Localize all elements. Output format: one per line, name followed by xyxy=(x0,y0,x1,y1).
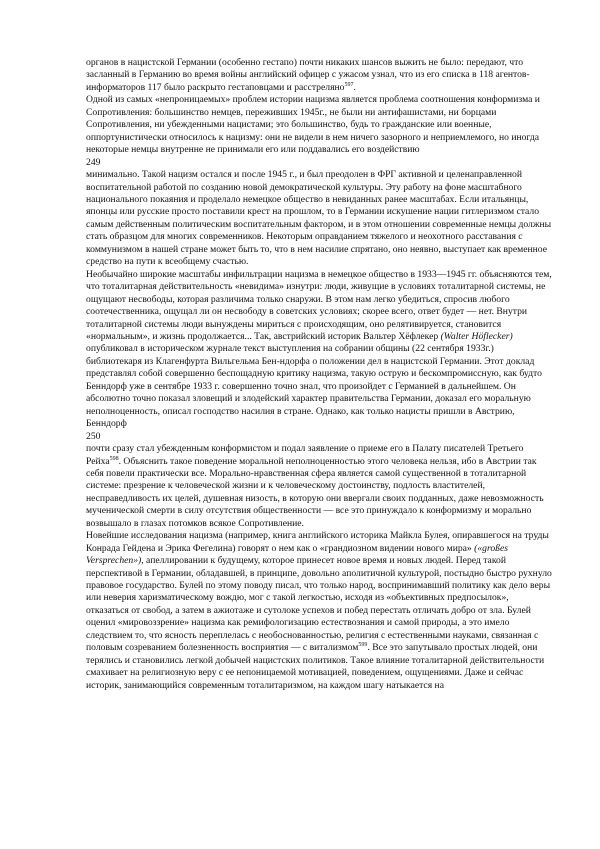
text-run: Одной из самых «непроницаемых» проблем истории нацизма является проблема соотношения конформизма и Сопротивления: большинство немцев, переживших 1945г., не были ни антифашистами, ни борцами Сопротивления, ни убежденными нацистами; это большинство, будь то гражданские или военные, оппортунистически относилось к нацизму: они не видели в нем ничего зазорного и неприемлемого, но иногда некоторые немцы внутренне не принимали его или поддавались его воздействию xyxy=(86,94,540,156)
text-run: . Все это запутывало простых людей, они терялись и становились легкой добычей нацистских политиков. Такое влияние тоталитарной действительности смахивает на религиозную веру с ее непоницаемой мотивацией, поведением, ощущениями. Даже и сейчас историк, занимающийся современным тоталитаризмом, на каждом шагу натыкается на xyxy=(86,642,545,691)
text-run: . Объяснить такое поведение моральной неполноценностью этого человека нельзя, ибо в Австрии так себя повели практически все. Морально-нравственная сфера является самой существенной в тоталитарной системе: презрение к человеческой жизни и к человеческому достоинству, подлость властителей, несправедливость их целей, душевная низость, в которую они ввергали своих подданных, даже невозможность мученической смерти в силу отсутствия общественности — все это принуждало к конформизму и морально возвышало в глазах потомков всякое Сопротивление. xyxy=(86,455,544,529)
text-run: опубликовал в историческом журнале текст выступления на собрании общины (22 сентября 1933г.) библиотекаря из Клагенфурта Вильгельма Бен-ндорфа о положении дел в нацистской Германии. Этот доклад представлял собой совершенно беспощадную критику нацизма, такую острую и бескомпромиссную, как будто Бенндорф уже в сентябре 1933 г. совершенно точно знал, что произойдет с Германией в дальнейшем. Он абсолютно точно показал зловещий и злодейский характер правительства Германии, доказал его моральную неполноценность, описал господство насилия в стране. Однако, как только нацисты пришли в Австрию, Бенндорф xyxy=(86,343,542,430)
text-run: органов в нацистской Германии (особенно гестапо) почти никаких шансов выжить не было: передают, что засланный в Германию во время войны английский офицер с ужасом узнал, что из его списка в 118 агентов-информаторов 117 было раскрыто гестаповцами и расстреляно xyxy=(86,57,530,93)
footnote-ref-599[interactable]: 599 xyxy=(358,642,368,649)
text-run: апеллировании к будущему, которое принесет новое время и новых людей. Перед такой перспективой в Германии, обладавшей, в принципе, довольно аполитичной культурой, постыдно быстро рухнуло правовое государство. Булей по этому поводу писал, что только народ, воспринимавший политику как дело веры или неверия харизматическому вождю, мог с такой легкостью, исходя из «объективных предпосылок», отказаться от свобод, а затем в ажиотаже и сутолоке успехов и побед перестать отличать добро от зла. Булей оценил «мировоззрение» нацизма как ремифологизацию естествознания и самой природы, а это имело следствием то, что ясность переплелась с необоснованностью, религия с естественными науками, связанная с половым созреванием болезненность восприятия — с витализмом xyxy=(86,555,552,654)
footnote-ref-597[interactable]: 597 xyxy=(344,81,354,88)
italic-phrase: («großes Versprechen»), xyxy=(86,542,509,567)
paragraph-4 xyxy=(86,269,552,431)
paragraph-5 xyxy=(86,443,552,530)
text-run: . xyxy=(353,81,356,93)
text-run: Необычайно широкие масштабы инфильтрации нацизма в немецкое общество в 1933—1945 гг. объясняются тем, что тоталитарная действительность «невидима» изнутри: люди, живущие в условиях тоталитарной системы, не ощущают несвободы, которая различима только снаружи. В этом нам легко убедиться, спросив любого соотечественника, ощущал ли он несвободу в советских условиях; скорее всего, ответ будет — нет. Внутри тоталитарной системы люди вынуждены мириться с происходящим, оно релятивируется, становится «нормальным», и жизнь продолжается... Так, австрийский историк Вальтер Хёфлекер xyxy=(86,268,552,342)
paragraph-2 xyxy=(86,94,552,156)
paragraph-6 xyxy=(86,530,552,692)
text-run: минимально. Такой нацизм остался и после 1945 г., и был преодолен в ФРГ активной и целенаправленной воспитательной работой по созданию новой демократической культуры. Эту работу на фоне масштабного национального покаяния и проделало немецкое общество в невиданных ранее масштабах. Если итальянцы, японцы или русские просто поставили крест на прошлом, то в Германии искушение нации гитлеризмом стало самым действенным политическим воспитательным фактором, и в этом отношении современные немцы должны стать образцом для многих современников. Некоторым оправданием тяжелого и неохотного расставания с коммунизмом в нашей стране может быть то, что в нем насилие спрятано, оно неявно, выступает как временное средство на пути к всеобщему счастью. xyxy=(86,169,552,268)
page-number-249: 249 xyxy=(86,156,101,168)
footnote-ref-598[interactable]: 598 xyxy=(109,455,119,462)
book-page xyxy=(86,57,552,692)
text-run: почти сразу стал убежденным конформистом и подал заявление о приеме его в Палату писателей Третьего Рейха xyxy=(86,443,524,467)
paragraph-1 xyxy=(86,57,552,94)
paragraph-3 xyxy=(86,169,552,269)
italic-name: (Walter Höflecker) xyxy=(440,330,513,342)
page-number-250: 250 xyxy=(86,430,101,442)
text-run: Новейшие исследования нацизма (например, книга английского историка Майкла Булея, опиравшегося на труды Конрада Гейдена и Эрика Фегелина) говорят о нем как о «грандиозном видении нового мира» xyxy=(86,530,549,554)
